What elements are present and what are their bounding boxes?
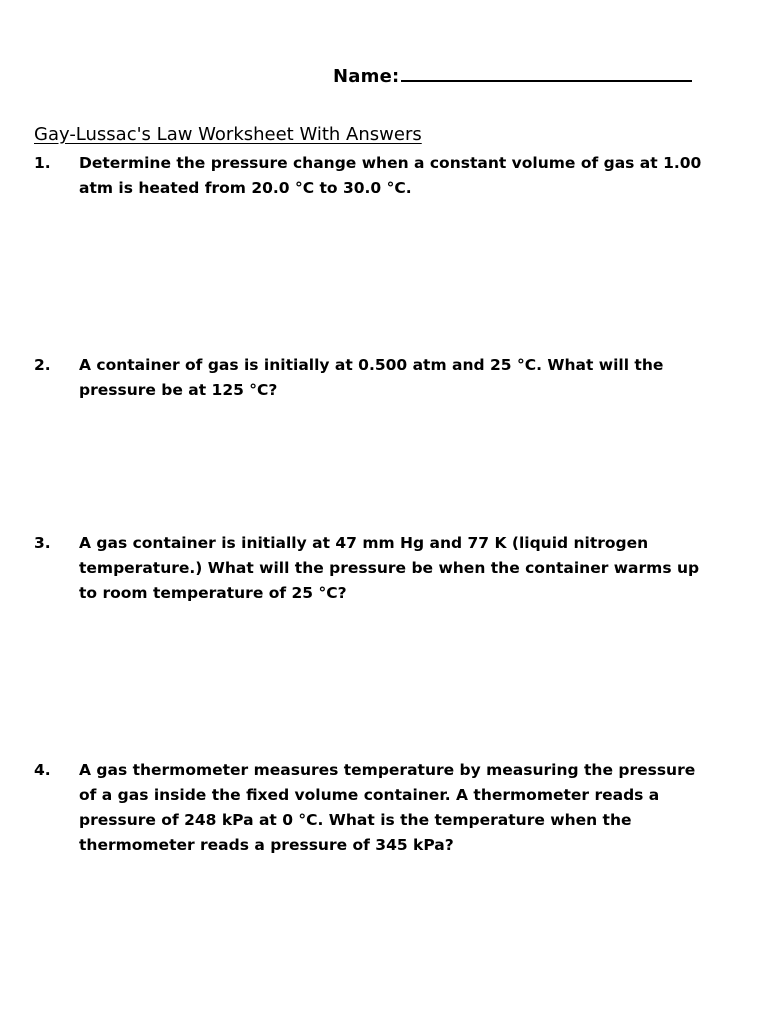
question-line: A container of gas is initially at 0.500 atm and 25 °C. What will the <box>79 356 664 374</box>
question-line: atm is heated from 20.0 °C to 30.0 °C. <box>79 179 412 197</box>
question-line: pressure of 248 kPa at 0 °C. What is the temperature when the <box>79 811 632 829</box>
question-number: 2. <box>34 356 51 374</box>
question-1 <box>34 151 704 201</box>
worksheet-title: Gay-Lussac's Law Worksheet With Answers <box>34 124 422 145</box>
name-label: Name: <box>333 66 400 87</box>
question-2 <box>34 353 704 403</box>
question-text <box>79 531 704 606</box>
question-line: Determine the pressure change when a constant volume of gas at 1.00 <box>79 154 702 172</box>
question-line: to room temperature of 25 °C? <box>79 584 347 602</box>
name-blank-line <box>401 79 692 82</box>
question-text <box>79 758 704 858</box>
question-number: 3. <box>34 534 51 552</box>
question-line: A gas container is initially at 47 mm Hg and 77 K (liquid nitrogen <box>79 534 649 552</box>
question-line: temperature.) What will the pressure be when the container warms up <box>79 559 700 577</box>
question-number: 4. <box>34 761 51 779</box>
question-number: 1. <box>34 154 51 172</box>
question-line: A gas thermometer measures temperature by measuring the pressure <box>79 761 696 779</box>
name-field <box>333 66 692 87</box>
question-line: of a gas inside the fixed volume container. A thermometer reads a <box>79 786 660 804</box>
question-4 <box>34 758 704 858</box>
question-line: thermometer reads a pressure of 345 kPa? <box>79 836 454 854</box>
question-3 <box>34 531 704 606</box>
question-text <box>79 151 704 201</box>
question-line: pressure be at 125 °C? <box>79 381 278 399</box>
question-text <box>79 353 704 403</box>
